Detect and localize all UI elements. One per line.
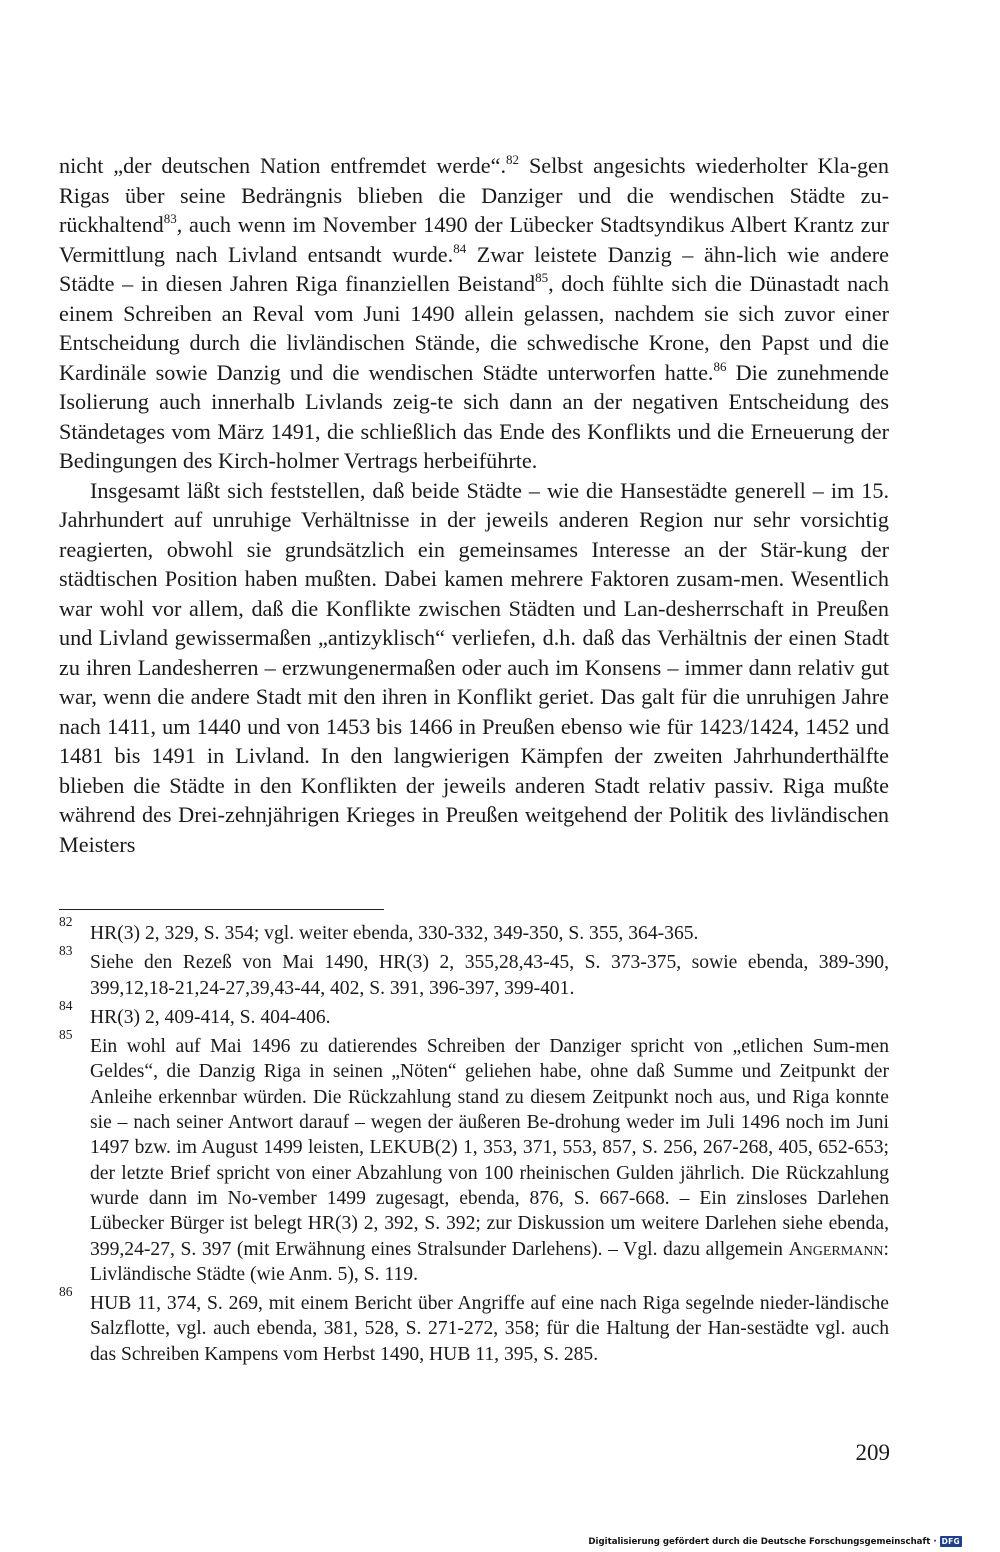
footnotes (59, 914, 889, 1371)
footnote-ref: 86 (713, 358, 727, 374)
footnote (59, 997, 889, 1030)
footnote-ref: 83 (163, 211, 177, 226)
footnote (59, 914, 889, 946)
footnote-number: 82 (59, 914, 73, 929)
footnote-separator (59, 909, 384, 910)
footnote (59, 943, 889, 1001)
text-run: : Livländische Städte (wie Anm. 5), S. 119. (90, 1238, 889, 1285)
footnote (59, 1027, 889, 1287)
footnote-number: 83 (59, 943, 73, 959)
footnote-text: HR(3) 2, 409-414, S. 404-406. (90, 1006, 331, 1028)
footnote-ref: 82 (506, 152, 520, 167)
footnote-number: 86 (59, 1284, 73, 1300)
paragraph (59, 151, 889, 476)
text-run: Selbst angesichts wiederholter Kla-gen Rigas über seine Bedrängnis blieben die Danziger und die wendischen Städte zu-rückhaltend (59, 153, 889, 237)
footnote-ref: 84 (453, 240, 467, 256)
digitization-credit (588, 1536, 962, 1547)
footnote-text: Siehe den Rezeß von Mai 1490, HR(3) 2, 355,28,43-45, S. 373-375, sowie ebenda, 389-390, 399,12,18-21,24-27,39,43-44, 402, S. 391, 396-397, 399-401. (90, 952, 889, 999)
footnote-number: 85 (59, 1027, 73, 1043)
text-run: Die zunehmende Isolierung auch innerhalb Livlands zeig-te sich dann an der negativen Entscheidung des Ständetages vom März 1491, die schließlich das Ende des Konflikts und die Erneuerung der Bedingungen des Kirch-holmer Vertrags herbeiführte. (59, 359, 889, 473)
footnote-text (90, 1034, 889, 1287)
text-run: , auch wenn im November 1490 der Lübecker Stadtsyndikus Albert Krantz zur Vermittlung nach Livland entsandt wurde. (59, 212, 889, 267)
main-text (59, 151, 889, 859)
text-run: , doch fühlte sich die Dünastadt nach einem Schreiben an Reval vom Juni 1490 allein gelassen, nachdem sie sich zuvor einer Entscheidung durch die livländischen Stände, die schwedische Krone, den Papst und die Kardinäle sowie Danzig und die wendischen Städte unterworfen hatte. (59, 271, 890, 385)
text-run: nicht „der deutschen Nation entfremdet werde“. (59, 153, 507, 178)
text-run: Zwar leistete Danzig – ähn-lich wie andere Städte – in diesen Jahren Riga finanziellen Beistand (59, 241, 890, 296)
footnote-text: HR(3) 2, 329, S. 354; vgl. weiter ebenda, 330-332, 349-350, S. 355, 364-365. (90, 923, 699, 944)
footnote (59, 1284, 889, 1367)
footnote-ref: 85 (535, 270, 549, 285)
footnote-number: 84 (59, 997, 73, 1013)
text-run: Ein wohl auf Mai 1496 zu datierendes Schreiben der Danziger spricht von „etlichen Sum-men Geldes“, die Danzig Riga in seinen „Nöten“ geliehen habe, ohne daß Summe und Zeitpunkt der Anleihe erkennbar würden. Die Rückzahlung stand zu diesem Zeitpunkt noch aus, und Riga konnte sie – nach seiner Antwort darauf – wegen der äußeren Be-drohung weder im Juli 1496 noch im Juni 1497 bzw. im August 1499 leisten, LEKUB(2) 1, 353, 371, 553, 857, S. 256, 267-268, 405, 652-653; der letzte Brief spricht von einer Abzahlung von 100 rheinischen Gulden jährlich. Die Rückzahlung wurde dann im No-vember 1499 zugesagt, ebenda, 876, S. 667-668. – Ein zinsloses Darlehen Lübecker Bürger ist belegt HR(3) 2, 392, S. 392; zur Diskussion um weitere Darlehen siehe ebenda, 399,24-27, S. 397 (mit Erwähnung eines Stralsunder Darlehens). – Vgl. dazu allgemein (90, 1036, 889, 1260)
paragraph: Insgesamt läßt sich feststellen, daß beide Städte – wie die Hansestädte generell – im 15. Jahrhundert auf unruhige Verhältnisse in der jeweils anderen Region nur sehr vorsichtig reagierten, obwohl sie grundsätzlich ein gemeinsames Interesse an der Stär-kung der städtischen Position haben mußten. Dabei kamen mehrere Faktoren zusam-men. Wesentlich war wohl vor allem, daß die Konflikte zwischen Städten und Lan-desherrschaft in Preußen und Livland gewissermaßen „antizyklisch“ verliefen, d.h. daß das Verhältnis der einen Stadt zu ihren Landesherren – erzwungenermaßen oder auch im Konsens – immer dann relativ gut war, wenn die andere Stadt mit den ihren in Konflikt geriet. Das galt für die unruhigen Jahre nach 1411, um 1440 und von 1453 bis 1466 in Preußen ebenso wie für 1423/1424, 1452 und 1481 bis 1491 in Livland. In den langwierigen Kämpfen der zweiten Jahrhunderthälfte blieben die Städte in den Konflikten der jeweils anderen Stadt relativ passiv. Riga mußte während des Drei-zehnjährigen Krieges in Preußen weitgehend der Politik des livländischen Meisters (59, 477, 889, 857)
credit-text: Digitalisierung gefördert durch die Deutsche Forschungsgemeinschaft · (588, 1536, 937, 1547)
footnote-text: HUB 11, 374, S. 269, mit einem Bericht über Angriffe auf eine nach Riga segelnde nieder-ländische Salzflotte, vgl. auch ebenda, 381, 528, S. 271-272, 358; für die Haltung der Han-sestädte vgl. auch das Schreiben Kampens vom Herbst 1490, HUB 11, 395, S. 285. (90, 1293, 889, 1365)
author-name: Angermann (788, 1238, 884, 1260)
dfg-logo-icon: DFG (941, 1537, 960, 1546)
page-number: 209 (855, 1440, 890, 1465)
